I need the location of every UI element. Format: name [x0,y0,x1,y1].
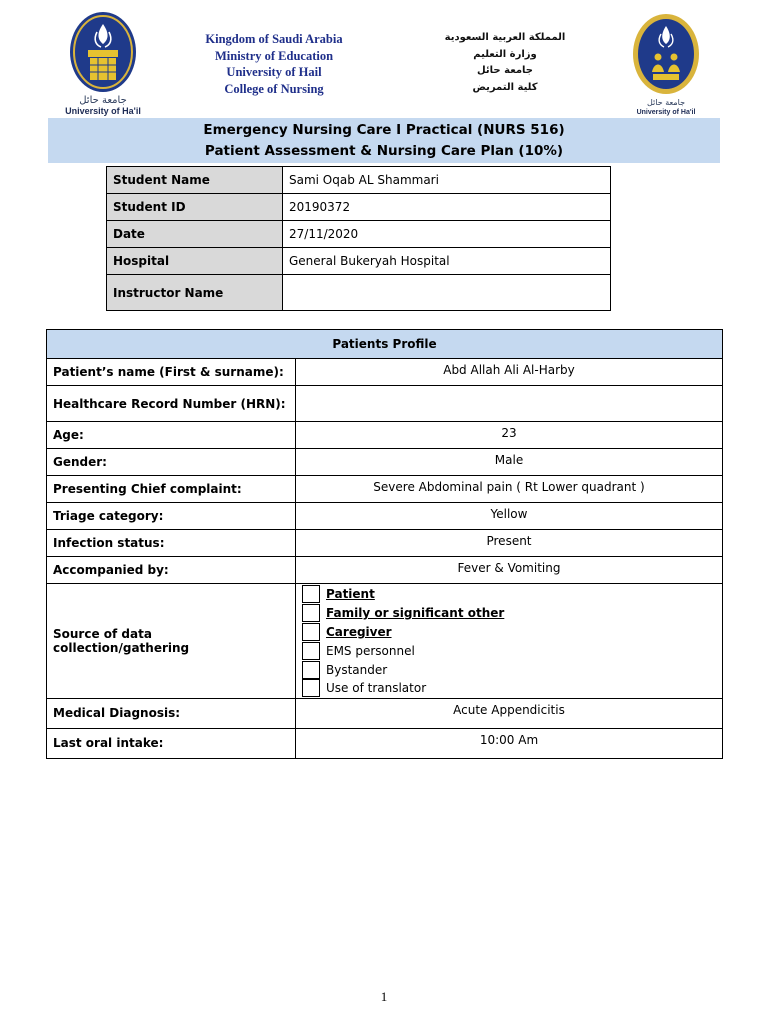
patient-row-oral-intake [47,728,723,758]
last-oral-intake-label: Last oral intake: [47,728,296,758]
left-logo-arabic-name: جامعة حائل [79,95,127,106]
university-logo-left [56,10,150,116]
hrn-label: Healthcare Record Number (HRN): [47,386,296,422]
option-label: Patient [326,587,375,602]
source-option-ems [301,641,722,660]
checkbox[interactable] [302,661,320,679]
college-line-arabic: كلية التمريض [472,82,538,94]
patient-row-diagnosis [47,698,723,728]
patient-name-label: Patient’s name (First & surname): [47,359,296,386]
institution-arabic-heading [430,30,580,97]
instructor-name-value[interactable] [283,275,611,311]
patient-row-infection [47,530,723,557]
medical-diagnosis-label: Medical Diagnosis: [47,698,296,728]
source-option-translator [301,679,722,698]
page-number: 1 [380,989,388,1004]
option-label: Bystander [326,662,388,677]
college-line: College of Nursing [224,81,324,96]
triage-label: Triage category: [47,503,296,530]
student-id-value[interactable]: 20190372 [283,194,611,221]
patient-name-value[interactable]: Abd Allah Ali Al-Harby [296,359,723,386]
course-title: Emergency Nursing Care I Practical (NURS 516) [203,122,565,138]
assignment-title: Patient Assessment & Nursing Care Plan (10%) [204,143,564,159]
student-row-date [107,221,611,248]
option-label: Caregiver [326,624,392,639]
university-line-arabic: جامعة حائل [477,65,533,77]
age-value[interactable]: 23 [296,422,723,449]
source-option-patient [301,585,722,604]
triage-value[interactable]: Yellow [296,503,723,530]
option-label: Use of translator [326,681,427,696]
infection-status-label: Infection status: [47,530,296,557]
student-row-instructor [107,275,611,311]
student-info-table [106,166,611,311]
checkbox[interactable] [302,642,320,660]
patient-profile-table [46,329,723,759]
gender-value[interactable]: Male [296,449,723,476]
student-row-hospital [107,248,611,275]
patient-row-name [47,359,723,386]
patient-row-data-source [47,584,723,699]
infection-status-value[interactable]: Present [296,530,723,557]
last-oral-intake-value[interactable]: 10:00 Am [296,728,723,758]
source-option-bystander [301,660,722,679]
hospital-label: Hospital [107,248,283,275]
student-row-name [107,167,611,194]
source-option-caregiver [301,623,722,642]
medical-diagnosis-value[interactable]: Acute Appendicitis [296,698,723,728]
student-id-label: Student ID [107,194,283,221]
patients-profile-heading: Patients Profile [47,330,723,359]
checkbox[interactable] [302,585,320,603]
kingdom-line: Kingdom of Saudi Arabia [205,32,343,46]
right-logo-arabic-name: جامعة حائل [646,98,686,107]
option-label: EMS personnel [326,643,415,658]
gender-label: Gender: [47,449,296,476]
hospital-value[interactable]: General Bukeryah Hospital [283,248,611,275]
checkbox[interactable] [302,604,320,622]
date-value[interactable]: 27/11/2020 [283,221,611,248]
accompanied-by-label: Accompanied by: [47,557,296,584]
institution-english-heading [186,31,362,97]
university-seal-icon [68,10,138,94]
age-label: Age: [47,422,296,449]
student-name-value[interactable]: Sami Oqab AL Shammari [283,167,611,194]
student-name-label: Student Name [107,167,283,194]
document-title-band [48,118,720,163]
college-seal-icon [631,12,701,96]
accompanied-by-value[interactable]: Fever & Vomiting [296,557,723,584]
student-row-id [107,194,611,221]
right-logo-english-name: University of Ha'il [636,109,696,116]
data-source-label: Source of data collection/gathering [47,584,296,699]
patient-row-gender [47,449,723,476]
instructor-name-label: Instructor Name [107,275,283,311]
data-source-options [296,584,723,699]
patient-row-triage [47,503,723,530]
left-logo-english-name: University of Ha'il [65,106,141,116]
ministry-line: Ministry of Education [214,48,334,63]
checkbox[interactable] [302,679,320,697]
patient-row-accompanied [47,557,723,584]
hrn-value[interactable] [296,386,723,422]
kingdom-line-arabic: المملكة العربية السعودية [444,32,566,43]
college-logo-right [626,12,706,118]
patient-row-complaint [47,476,723,503]
option-label: Family or significant other [326,606,505,621]
chief-complaint-label: Presenting Chief complaint: [47,476,296,503]
checkbox[interactable] [302,623,320,641]
university-line: University of Hail [226,65,322,79]
patient-row-hrn [47,386,723,422]
patient-row-age [47,422,723,449]
ministry-line-arabic: وزارة التعليم [473,48,537,60]
date-label: Date [107,221,283,248]
chief-complaint-value[interactable]: Severe Abdominal pain ( Rt Lower quadrant ) [296,476,723,503]
source-option-family [301,604,722,623]
